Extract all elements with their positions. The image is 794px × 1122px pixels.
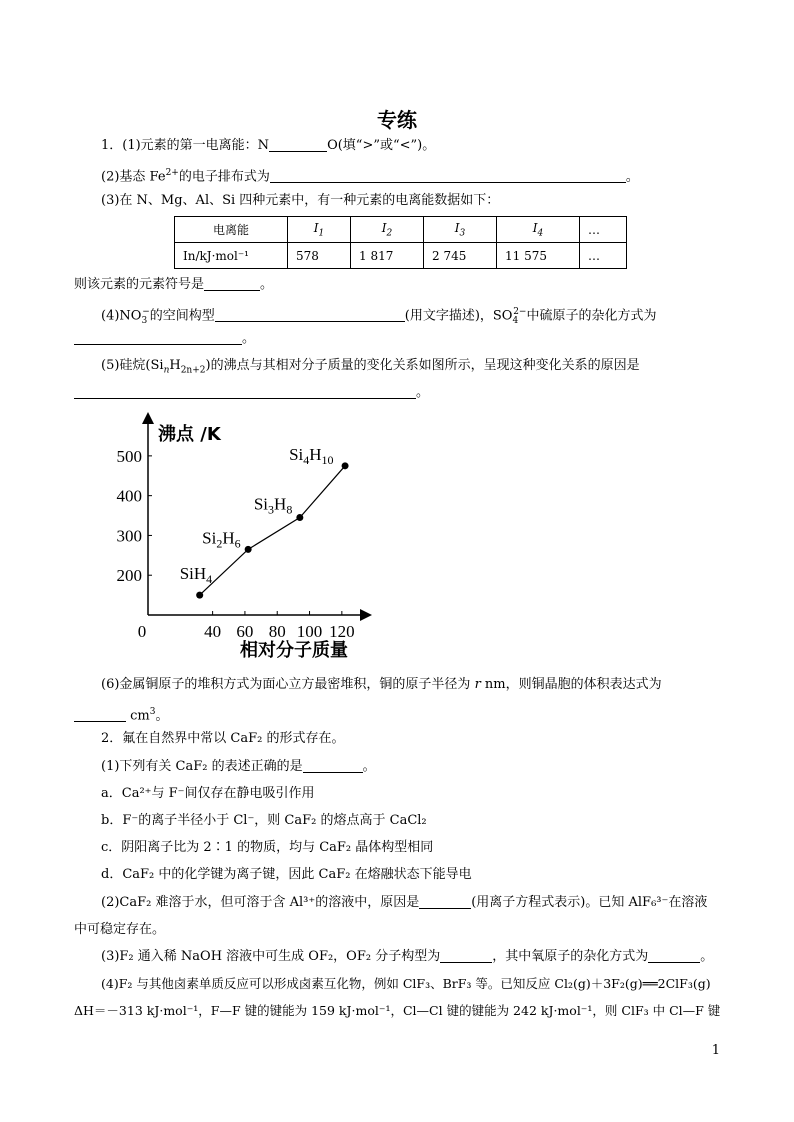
y-tick-label: 200 <box>116 566 142 586</box>
answer-blank[interactable] <box>74 384 416 399</box>
q1-part5: (5)硅烷$(Si_nH_{2n+2})$的沸点与其相对分子质量的变化关系如图所示，呈现这种变化关系的原因是 <box>101 358 640 376</box>
answer-blank[interactable] <box>74 707 126 722</box>
chart-axes <box>148 418 366 615</box>
answer-blank[interactable] <box>419 894 471 909</box>
data-point <box>196 592 203 599</box>
table-cell: 1 817 <box>351 243 424 269</box>
answer-blank[interactable] <box>648 948 700 963</box>
data-point-label: $Si_3H_8$ <box>253 494 293 517</box>
q2-part4: (4)F₂ 与其他卤素单质反应可以形成卤素互化物，例如 ClF₃、BrF₃ 等。已知反应 Cl₂(g)＋3F₂(g)══2ClF₃(g) <box>101 976 711 991</box>
y-tick-label: 400 <box>116 486 142 506</box>
q2-part4-line2: ΔH＝－313 kJ·mol⁻¹，F—F 键的键能为 159 kJ·mol⁻¹，Cl—Cl 键的键能为 242 kJ·mol⁻¹，则 ClF₃ 中 Cl—F 键 <box>74 1003 721 1018</box>
q2-part1: (1)下列有关 CaF₂ 的表述正确的是 。 <box>101 759 376 774</box>
q1-part1: 1．(1)元素的第一电离能：N O(填“>”或“<”)。 <box>101 138 436 153</box>
q2-option-c: c．阴阳离子比为 2∶1 的物质，均与 CaF₂ 晶体构型相同 <box>101 840 434 855</box>
table-header-cell: $I_2$ <box>351 217 424 243</box>
answer-blank[interactable] <box>74 330 242 345</box>
q2-part2-line2: 中可稳定存在。 <box>74 922 166 937</box>
table-header-cell: $I_3$ <box>424 217 497 243</box>
q2-option-d: d．CaF₂ 中的化学键为离子键，因此 CaF₂ 在熔融状态下能导电 <box>101 867 472 882</box>
answer-blank[interactable] <box>215 307 405 322</box>
table-cell: 11 575 <box>497 243 580 269</box>
q1-part3: (3)在 N、Mg、Al、Si 四种元素中，有一种元素的电离能数据如下： <box>101 193 500 208</box>
q1-part4: $(4)NO_3^-$的空间构型 (用文字描述)，$SO_4^{2-}$中硫原子的杂化方式为 <box>101 307 657 326</box>
q2-option-b: b．F⁻的离子半径小于 Cl⁻，则 CaF₂ 的熔点高于 CaCl₂ <box>101 813 427 828</box>
chart-series <box>180 445 349 599</box>
table-row <box>175 243 627 269</box>
data-point-label: $Si_4H_{10}$ <box>289 444 334 467</box>
q2-option-a: a．Ca²⁺与 F⁻间仅存在静电吸引作用 <box>101 786 315 801</box>
table-header-cell: $I_4$ <box>497 217 580 243</box>
x-tick-label: 80 <box>268 622 286 641</box>
boiling-point-chart <box>108 410 388 666</box>
table-header-row <box>175 217 627 243</box>
data-point <box>342 462 349 469</box>
q1-part3-answer: 则该元素的元素符号是 。 <box>74 277 274 292</box>
chart-y-axis-label: 沸点 /K <box>158 424 221 445</box>
q1-part4-line2: 。 <box>74 330 724 348</box>
data-point <box>296 514 303 521</box>
x-tick-label: 100 <box>296 622 323 641</box>
table-cell: 578 <box>288 243 351 269</box>
ionization-energy-table <box>174 216 627 269</box>
answer-blank[interactable] <box>440 948 492 963</box>
table-cell: … <box>580 243 627 269</box>
table-header-cell: $I_1$ <box>288 217 351 243</box>
chart-x-axis-label: 相对分子质量 <box>240 640 348 661</box>
answer-blank[interactable] <box>270 168 626 183</box>
y-tick-label: 300 <box>116 526 142 546</box>
q2-part2: (2)CaF₂ 难溶于水，但可溶于含 Al³⁺的溶液中，原因是 (用离子方程式表示)。已知 AlF₆³⁻在溶液 <box>101 895 708 910</box>
q2-part3: (3)F₂ 通入稀 NaOH 溶液中可生成 OF₂，OF₂ 分子构型为 ，其中氧原子的杂化方式为 。 <box>101 949 714 964</box>
answer-blank[interactable] <box>204 276 260 291</box>
q1-part6: (6)金属铜原子的堆积方式为面心立方最密堆积，铜的原子半径为 r nm，则铜晶胞的体积表达式为 <box>101 677 662 692</box>
x-tick-label: 40 <box>204 622 222 641</box>
table-row-label: In/kJ·mol⁻¹ <box>175 243 288 269</box>
table-cell: 2 745 <box>424 243 497 269</box>
data-point-label: $Si_2H_6$ <box>202 528 241 551</box>
table-header-cell: … <box>580 217 627 243</box>
y-tick-label: 500 <box>116 446 142 466</box>
q1-part2: (2)基态 $Fe^{2+}$的电子排布式为 。 <box>101 168 639 185</box>
q1-part5-line2: 。 <box>74 384 724 402</box>
table-header-cell: 电离能 <box>175 217 288 243</box>
page-title: 专练 <box>377 108 417 132</box>
page-number: 1 <box>711 1043 720 1058</box>
x-tick-label: 120 <box>329 622 355 641</box>
answer-blank[interactable] <box>269 137 327 152</box>
data-point <box>245 546 252 553</box>
q1-part6-line2: $cm^3$。 <box>74 703 724 725</box>
answer-blank[interactable] <box>303 758 363 773</box>
x-tick-label: 0 <box>137 622 147 641</box>
x-tick-label: 60 <box>236 622 254 641</box>
q2-intro: 2．氟在自然界中常以 CaF₂ 的形式存在。 <box>101 731 345 746</box>
data-point-label: SiH$_4$ <box>179 564 213 587</box>
